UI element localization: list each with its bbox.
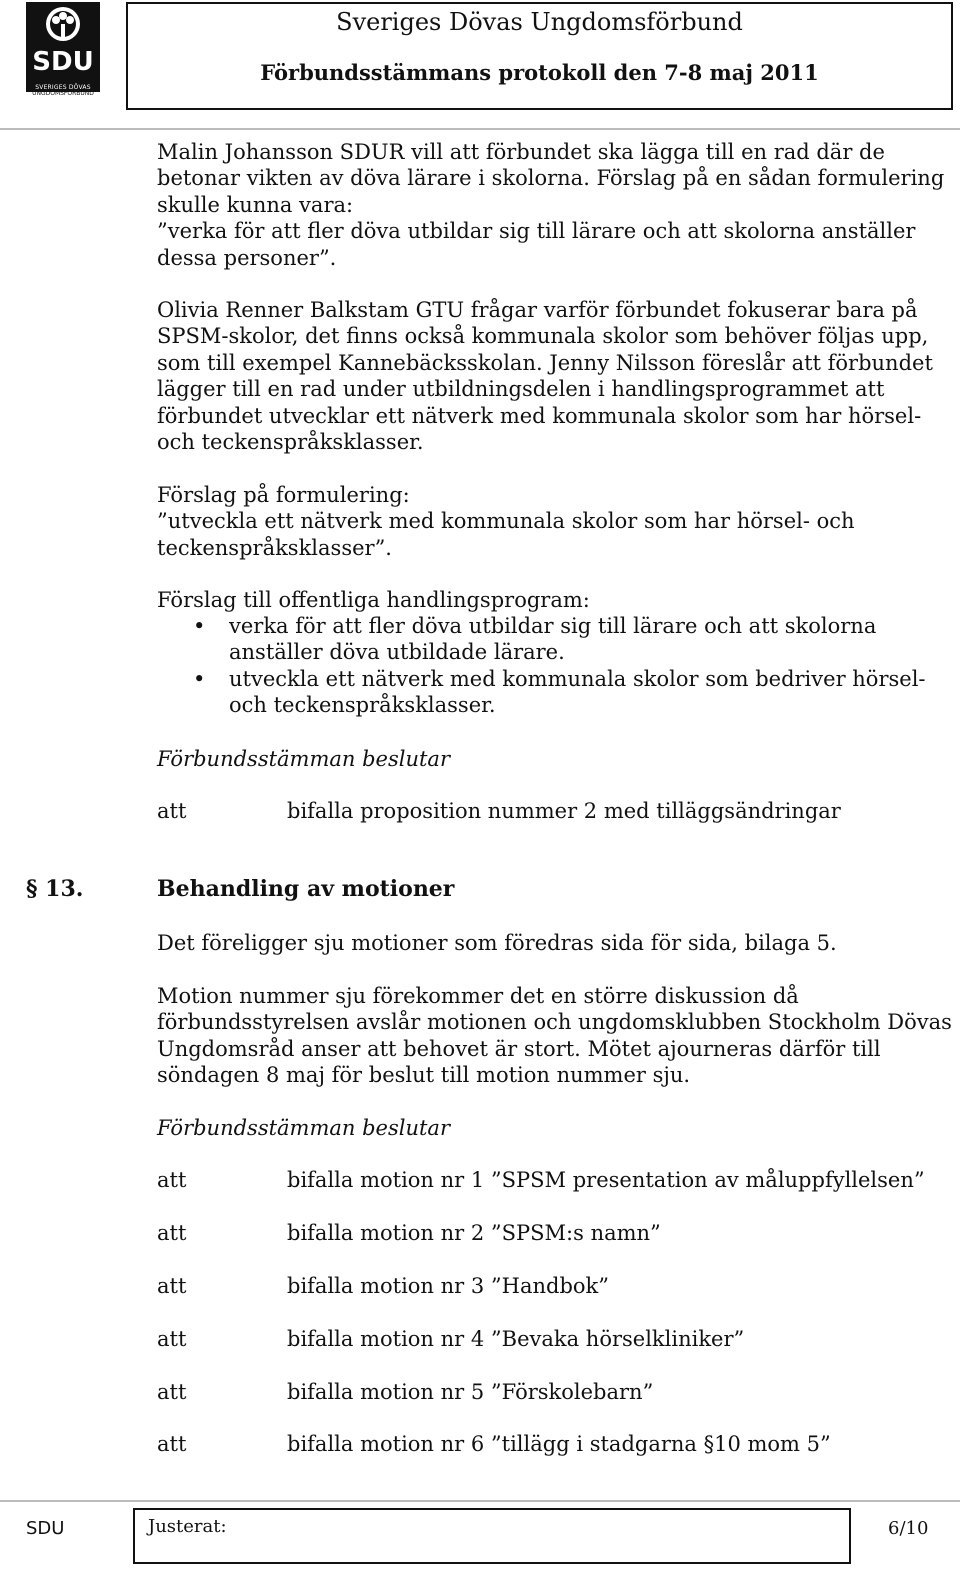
text-line: ”verka för att fler döva utbildar sig till lärare och att skolorna anställer (157, 219, 916, 244)
tree-icon (26, 2, 100, 92)
section-number: § 13. (26, 876, 84, 902)
resolution-att: att (157, 1327, 187, 1351)
text-line: ”utveckla ett nätverk med kommunala skolor som har hörsel- och (157, 509, 855, 534)
resolution-text: bifalla motion nr 4 ”Bevaka hörselkliniker” (287, 1327, 745, 1351)
text-line: söndagen 8 maj för beslut till motion nummer sju. (157, 1063, 691, 1088)
paragraph-motion-seven (157, 983, 952, 1089)
text-line: och teckenspråksklasser. (229, 693, 496, 718)
logo-caption-line2: UNGDOMSFÖRBUND (32, 90, 94, 97)
resolution-att: att (157, 1432, 187, 1456)
paragraph-proposal-heading (157, 587, 947, 613)
bullet-item (157, 613, 947, 666)
text-line: teckenspråksklasser”. (157, 535, 392, 560)
resolution-text: bifalla motion nr 3 ”Handbok” (287, 1274, 609, 1298)
header-divider (0, 128, 960, 130)
text-line: Förslag till offentliga handlingsprogram: (157, 588, 590, 612)
text-line: Motion nummer sju förekommer det en större diskussion då (157, 984, 799, 1008)
paragraph-olivia (157, 297, 947, 455)
text-line: anställer döva utbildade lärare. (229, 640, 565, 665)
decision-heading: Förbundsstämman beslutar (157, 1116, 450, 1140)
text-line: skulle kunna vara: (157, 192, 354, 217)
logo-letters: SDU (32, 47, 94, 77)
resolution-text: bifalla motion nr 1 ”SPSM presentation av måluppfyllelsen” (287, 1168, 925, 1192)
text-line: och teckenspråksklasser. (157, 430, 424, 455)
protocol-title: Förbundsstämmans protokoll den 7-8 maj 2011 (260, 60, 819, 85)
resolution-text: bifalla proposition nummer 2 med tilläggsändringar (287, 799, 841, 823)
paragraph-formulation (157, 482, 947, 561)
bullet-icon: • (193, 614, 206, 638)
text-line: verka för att fler döva utbildar sig till lärare och att skolorna (229, 614, 877, 638)
resolution-text: bifalla motion nr 6 ”tillägg i stadgarna §10 mom 5” (287, 1432, 831, 1456)
decision-heading: Förbundsstämman beslutar (157, 747, 450, 771)
bullet-icon: • (193, 667, 206, 691)
text-line: dessa personer”. (157, 245, 337, 270)
resolution-att: att (157, 1380, 187, 1404)
text-line: utveckla ett nätverk med kommunala skolor som bedriver hörsel- (229, 667, 926, 691)
text-line: SPSM-skolor, det finns också kommunala skolor som behöver följas upp, (157, 324, 929, 349)
bullet-item (157, 666, 947, 719)
text-line: Olivia Renner Balkstam GTU frågar varför förbundet fokuserar bara på (157, 298, 918, 322)
text-line: Ungdomsråd anser att behovet är stort. Mötet ajourneras därför till (157, 1036, 881, 1061)
footer-org-abbr: SDU (26, 1518, 65, 1539)
resolution-text: bifalla motion nr 2 ”SPSM:s namn” (287, 1221, 661, 1245)
sdu-logo (26, 2, 100, 92)
paragraph-malin (157, 139, 947, 271)
page-number: 6/10 (888, 1518, 929, 1539)
text-line: Förslag på formulering: (157, 483, 410, 507)
paragraph-motions-intro (157, 930, 947, 956)
org-name: Sveriges Dövas Ungdomsförbund (336, 8, 743, 36)
footer-divider (0, 1500, 960, 1502)
resolution-att: att (157, 1221, 187, 1245)
text-line: förbundet utvecklar ett nätverk med kommunala skolor som har hörsel- (157, 403, 922, 428)
resolution-att: att (157, 1274, 187, 1298)
resolution-text: bifalla motion nr 5 ”Förskolebarn” (287, 1380, 654, 1404)
text-line: betonar vikten av döva lärare i skolorna. Förslag på en sådan formulering (157, 166, 945, 191)
text-line: lägger till en rad under utbildningsdelen i handlingsprogrammet att (157, 377, 885, 402)
section-title: Behandling av motioner (157, 876, 455, 902)
text-line: Malin Johansson SDUR vill att förbundet ska lägga till en rad där de (157, 140, 885, 164)
logo-caption-line1: SVERIGES DÖVAS (35, 84, 91, 91)
text-line: förbundsstyrelsen avslår motionen och ungdomsklubben Stockholm Dövas (157, 1010, 952, 1035)
text-line: Det föreligger sju motioner som föredras sida för sida, bilaga 5. (157, 931, 837, 955)
resolution-att: att (157, 799, 187, 823)
resolution-att: att (157, 1168, 187, 1192)
text-line: som till exempel Kannebäcksskolan. Jenny Nilsson föreslår att förbundet (157, 350, 933, 375)
justerat-box (133, 1508, 851, 1564)
justerat-label: Justerat: (148, 1516, 227, 1537)
